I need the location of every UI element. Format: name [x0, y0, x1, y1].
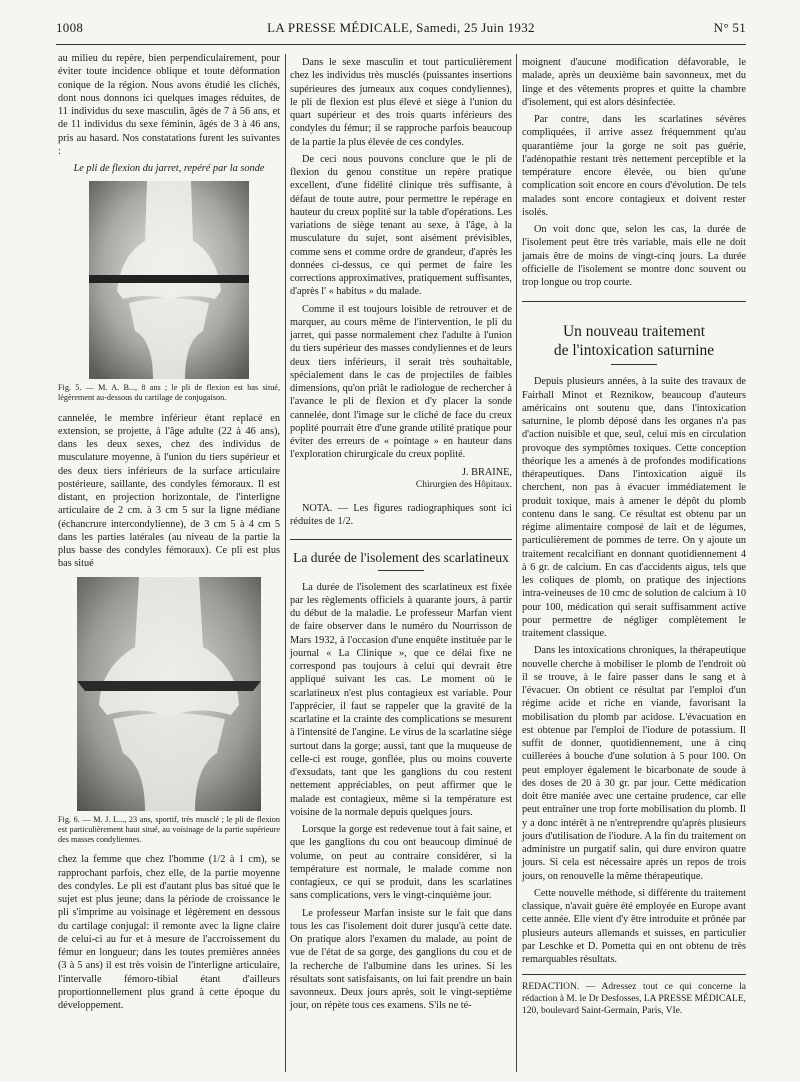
- section-title: La durée de l'isolement des scarlatineux: [293, 549, 509, 565]
- paragraph: cannelée, le membre inférieur étant replacé en extension, se projette, à l'âge adulte (22 à 46 ans), dans les deux sexes, chez des individus de musculature moyenne, à l'union du tiers supérieur et des deux tiers inférieurs de la surface articulaire postérieure, saillante, des condyles fémoraux. Il est distant, en projection horizontale, de l'interligne articulaire de 2 cm. à 3 cm 5 sur la ligne médiane (échancrure intercondylienne), de 3 cm 5 à 4 cm 5 dans les parties latérales (au niveau de la partie la plus basse des condyles fémoraux). Ce pli est plus bas situé: [58, 412, 280, 570]
- paragraph: Dans les intoxications chroniques, la thérapeutique nouvelle cherche à mobiliser le plomb de l'endroit où il se trouve, à le faire passer dans le sang et à l'évacuer. On obtient ce résultat par l'emploi d'un régime acide et riche en viande, favorisant la mobilisation du plomb par acidose. L'évacuation en est obtenue par l'emploi de l'iodure de potassium. Il suffit de donner, quotidiennement, une à cinq cuillerées à bouche d'une solution à 5 pour 100. On peut employer également le bicarbonate de soude à des doses de 20 à 30 gr. par jour. Cette médication doit être maniée avec une certaine prudence, car elle peut entraîner une trop forte mobilisation du plomb. Il y a donc intérêt à ne n'entreprendre qu'après plusieurs jours d'utilisation de l'iodure. A la fin du traitement on administre un purgatif salin, qui dure environ quatre jours. Si cela est nécessaire après un repos de trois jours, on renouvelle la même thérapeutique.: [522, 645, 746, 882]
- paragraph: Par contre, dans les scarlatines sévères compliquées, il arrive assez fréquemment qu'au quarantième jour la gorge ne soit pas guérie, l'adénopathie restant très nettement perceptible et la température encore élevée, ou bien qu'une complication soit encore en cours d'évolution. De tels malades sont encore contagieux et doivent rester isolés.: [522, 114, 746, 218]
- page-header: [56, 18, 746, 40]
- title-underline: [378, 570, 424, 571]
- author-title: Chirurgien des Hôpitaux.: [415, 479, 512, 490]
- masthead: LA PRESSE MÉDICALE, Samedi, 25 Juin 1932: [267, 20, 535, 35]
- title-underline: [611, 364, 657, 365]
- redaction-notice: REDACTION. — Adressez tout ce qui concerne la rédaction à M. le Dr Desfosses, LA PRESSE MÉDICALE, 120, boulevard Saint-Germain, Paris, VIe.: [522, 982, 747, 1017]
- page-number: 1008: [56, 20, 84, 35]
- paragraph: au milieu du repère, bien perpendiculairement, pour éviter toute incidence oblique et toute déformation conique de la région. Nous avons étudié les clichés, dont nous donnons ici quelques images réduites, de 11 individus du sexe masculin, âgés de 7 à 56 ans, et de 11 individus du sexe féminin, âgés de 3 à 46 ans, pris au hasard. Nos constatations furent les suivantes :: [58, 53, 280, 157]
- paragraph: La durée de l'isolement des scarlatineux est fixée par les règlements officiels à quarante jours, à partir du début de la maladie. Le professeur Marfan vient de faire observer dans le numéro du Nourrisson de Mars 1932, à l'occasion d'une enquête instituée par le journal « La Clinique », que ce délai fixe ne correspond pas toujours à celui qui devrait être appliqué suivant les cas. Le moment où le scarlatineux n'est plus contagieux est variable. Pour l'apprécier, il faut se rappeler que la gravité de la scarlatine et la crainte des complications se mesurent à l'intensité de l'angine. Le virus de la scarlatine siège surtout dans la gorge; aussi, tant que la muqueuse de celle-ci est rouge, gonflée, plus ou moins couverte d'exsudats, tant que les ganglions du cou restent nettement appréciables, on peut affirmer que le malade est contagieux, même si la température est voisine de la normale depuis quelques jours.: [290, 581, 512, 818]
- subtitle: Le pli de flexion du jarret, repéré par la sonde: [73, 163, 265, 174]
- paragraph: Lorsque la gorge est redevenue tout à fait saine, et que les ganglions du cou ont beaucoup diminué de volume, on peut au contraire considérer, si la température est normale, le malade comme non contagieux, ce qui se produit, dans les scarlatines sans complications, vers le vingt-cinquième jour.: [290, 824, 512, 902]
- paragraph: moignent d'aucune modification défavorable, le malade, après un deuxième bain savonneux, met du linge et des vêtements propres et quitte la chambre d'isolement, qui est alors désinfectée.: [522, 57, 746, 108]
- column-2: [290, 56, 512, 1017]
- redaction-rule: [522, 974, 746, 975]
- paragraph: On voit donc que, selon les cas, la durée de l'isolement peut être très variable, mais elle ne doit jamais être de moins de vingt-cinq jours. La durée officielle de l'isolement se montre donc souvent ou trop longue ou trop courte.: [522, 224, 746, 288]
- author-name: J. BRAINE,: [461, 466, 512, 478]
- column-3: [522, 56, 746, 1021]
- paragraph: De ceci nous pouvons conclure que le pli de flexion du genou constitue un repère pratique excellent, d'une fidélité clinique très suffisante, à défaut de toute autre, pour permettre le repérage en hauteur du creux poplité sur la table d'opérations. Les variations de siège tenant au sexe, à l'âge, à la musculature du sujet, sont aisément prévisibles, comme sens et comme ordre de grandeur, d'après les données ci-dessus, ce qui permet de faire les corrections approximatives, pratiquement suffisantes, d'après l' « habitus » du malade.: [290, 153, 512, 298]
- section-rule: [290, 539, 512, 540]
- paragraph: Dans le sexe masculin et tout particulièrement chez les individus très musclés (puissantes insertions supérieures des jumeaux aux coques condyliennes), le pli de flexion est plus élevé et siège à l'union du quart supérieur et des trois quarts inférieurs des condyles du fémur; il se rapproche parfois beaucoup de la partie la plus élevée de ces condyles.: [290, 57, 512, 148]
- paragraph: chez la femme que chez l'homme (1/2 à 1 cm), se rapprochant parfois, chez elle, de la partie moyenne des condyles. Le pli est d'autant plus bas situé que le sujet est plus jeune; dans la période de croissance le pli s'imprime au voisinage et légèrement en dessous du cartilage conjugal: il remonte avec la ligne claire de celui-ci au fur et à mesure de l'accroissement du fémur en longueur; dans les toutes premières années (3 à 5 ans) il est très voisin de l'interligne articulaire, l'intervalle fémoro-tibial étant d'ailleurs proportionnellement plus grand à cette époque du développement.: [58, 854, 280, 1012]
- paragraph: Depuis plusieurs années, à la suite des travaux de Fairhall Minot et Reznikow, beaucoup d'auteurs américains ont soutenu que, dans l'intoxication saturnine, le plomb déposé dans les organes n'a pas d'action nuisible et que, seul, celui mis en circulation provoque des symptômes toxiques. Cette conception théorique les a amenés à de profondes modifications thérapeutiques. Dans l'intoxication aiguë ils cherchent, non pas à évacuer immédiatement le produit toxique, mais à amener le dépôt du plomb contenu dans le sang. Ce résultat est obtenu par un régime alimentaire composé de lait et de légumes, particulièrement de pommes de terre. On y ajoute un traitement recalcifiant en donnant quotidiennement 4 à 6 gr. de calcium. En cas d'accidents aigus, tels que les coliques de plomb, on pratique des injections intra-veineuses de 10 cmc de solution de calcium à 10 pour 100, médication qui serait suffisamment active pour permettre de négliger complètement le traitement classique.: [522, 376, 746, 639]
- figure-5-radiograph: [89, 181, 249, 379]
- figure-6-caption: Fig. 6. — M. J. L..., 23 ans, sportif, très musclé ; le pli de flexion est particulièrement haut situé, au voisinage de la partie supérieure des masses condyliennes.: [58, 814, 280, 845]
- note: NOTA. — Les figures radiographiques sont ici réduites de 1/2.: [290, 503, 512, 528]
- figure-5-caption: Fig. 5. — M. A. B..., 8 ans ; le pli de flexion est bas situé, légèrement au-dessous du cartilage de conjugaison.: [58, 383, 280, 403]
- column-divider: [516, 54, 517, 1072]
- column-divider: [285, 54, 286, 1072]
- section-rule: [522, 301, 746, 302]
- issue-number: N° 51: [713, 20, 746, 35]
- header-rule: [56, 44, 746, 45]
- column-1: [58, 52, 280, 1016]
- section-title-line-2: de l'intoxication saturnine: [553, 342, 715, 360]
- section-title-line-1: Un nouveau traitement: [562, 323, 706, 341]
- paragraph: Le professeur Marfan insiste sur le fait que dans tous les cas l'isolement doit durer jusqu'à cette date. On pratique alors l'examen du malade, au point de vue de l'état de sa gorge, des ganglions du cou et de la recherche de l'albumine dans les urines. Si les résultats sont satisfaisants, on lui fait prendre un bain savonneux. Deux jours après, soit le vingt-septième jour, on répète tous ces examens. S'ils ne té-: [290, 907, 512, 1012]
- paragraph: Comme il est toujours loisible de retrouver et de marquer, au cours même de l'intervention, le pli du jarret, qui passe normalement chez l'adulte à l'union du tiers supérieur des masses condyliennes et de leurs deux tiers inférieurs, il serait très souhaitable, spécialement dans le cas de projectiles de faibles dimensions, qu'on priât le radiologue de rechercher à l'avance le pli de flexion et d'y placer la sonde cannelée, dont l'image sur le cliché de face du creux poplité pourrait être d'une grande utilité pratique pour éviter des erreurs de « pointage » en hauteur dans l'exploration chirurgicale du creux poplité.: [290, 303, 512, 461]
- paragraph: Cette nouvelle méthode, si différente du traitement classique, n'avait guère été employée en Europe avant cette année. Elle vient d'y être introduite et prônée par plusieurs auteurs allemands et suisses, en particulier par Leschke et D. Pometta qui en ont obtenu de très remarquables résultats.: [522, 887, 746, 965]
- figure-6-radiograph: [77, 577, 261, 811]
